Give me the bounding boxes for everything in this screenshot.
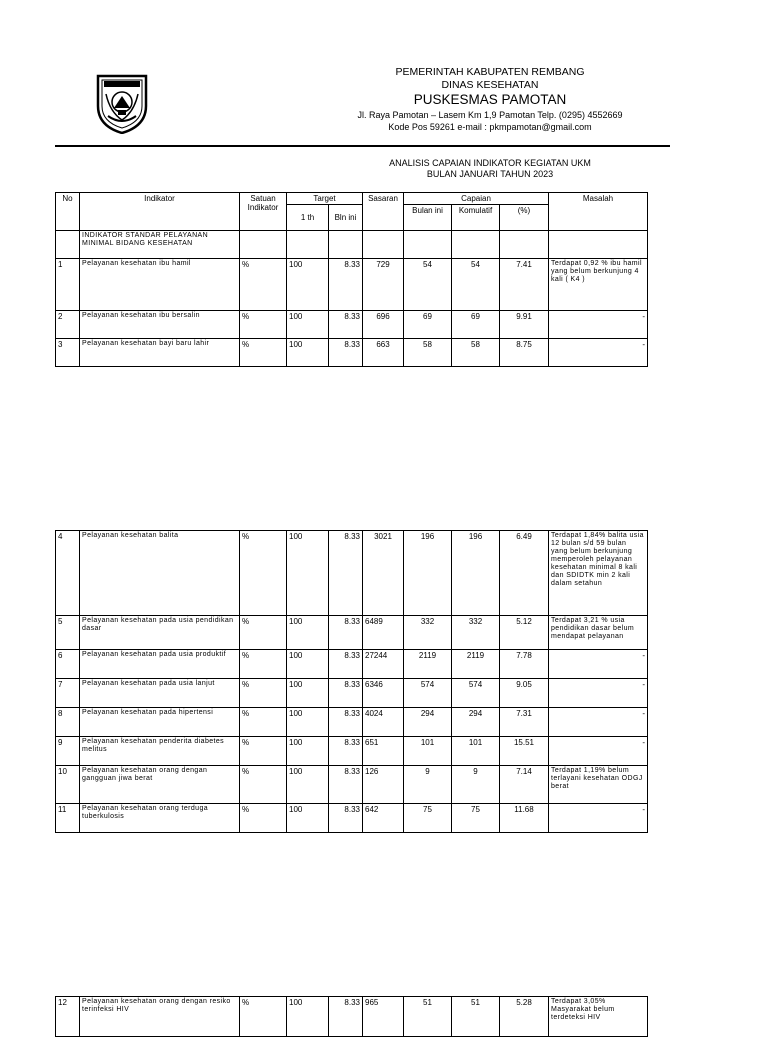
col-header-target: Target xyxy=(287,193,363,205)
table-row: 11 Pelayanan kesehatan orang terduga tuberkulosis % 100 8.33 642 75 75 11.68 - xyxy=(56,804,648,833)
header-postcode-email: Kode Pos 59261 e-mail : pkmpamotan@gmail.com xyxy=(388,122,592,132)
report-title: ANALISIS CAPAIAN INDIKATOR KEGIATAN UKM xyxy=(389,158,591,168)
table-row: 12 Pelayanan kesehatan orang dengan resiko terinfeksi HIV % 100 8.33 965 51 51 5.28 Terdapat 3,05% Masyarakat belum terdeteksi HIV xyxy=(56,997,648,1037)
col-header-sasaran: Sasaran xyxy=(363,193,404,231)
col-header-target-bln: Bln ini xyxy=(329,205,363,231)
col-header-no: No xyxy=(56,193,80,231)
table-row: 4 Pelayanan kesehatan balita % 100 8.33 3021 196 196 6.49 Terdapat 1,84% balita usia 12 bulan s/d 59 bulan yang belum berkunjung memperoleh pelayanan kesehatan minimal 8 kali dan SDIDTK min 2 kali dalam setahun xyxy=(56,531,648,616)
table-row: 6 Pelayanan kesehatan pada usia produktif % 100 8.33 27244 2119 2119 7.78 - xyxy=(56,650,648,679)
table-row: 8 Pelayanan kesehatan pada hipertensi % 100 8.33 4024 294 294 7.31 - xyxy=(56,708,648,737)
table-row: 5 Pelayanan kesehatan pada usia pendidikan dasar % 100 8.33 6489 332 332 5.12 Terdapat 3,21 % usia pendidikan dasar belum mendapat pelayanan xyxy=(56,616,648,650)
col-header-masalah: Masalah xyxy=(549,193,648,231)
col-header-bulan-ini: Bulan ini xyxy=(404,205,452,231)
table-row: 2 Pelayanan kesehatan ibu bersalin % 100 8.33 696 69 69 9.91 - xyxy=(56,311,648,339)
col-header-persen: (%) xyxy=(500,205,549,231)
header-puskesmas: PUSKESMAS PAMOTAN xyxy=(413,92,567,107)
table-row: 9 Pelayanan kesehatan penderita diabetes melitus % 100 8.33 651 101 101 15.51 - xyxy=(56,737,648,766)
col-header-target-1th: 1 th xyxy=(287,205,329,231)
table-row: 1 Pelayanan kesehatan ibu hamil % 100 8.33 729 54 54 7.41 Terdapat 0,92 % ibu hamil yang belum berkunjung 4 kali ( K4 ) xyxy=(56,259,648,311)
table-row: 3 Pelayanan kesehatan bayi baru lahir % 100 8.33 663 58 58 8.75 - xyxy=(56,339,648,367)
header-address: Jl. Raya Pamotan – Lasem Km 1,9 Pamotan Telp. (0295) 4552669 xyxy=(357,110,623,120)
indicator-table-part2 xyxy=(55,530,648,833)
col-header-capaian: Capaian xyxy=(404,193,549,205)
report-period: BULAN JANUARI TAHUN 2023 xyxy=(426,169,554,179)
section-title: INDIKATOR STANDAR PELAYANAN MINIMAL BIDANG KESEHATAN xyxy=(80,231,240,259)
col-header-satuan: Satuan Indikator xyxy=(240,193,287,231)
table-row: 10 Pelayanan kesehatan orang dengan gangguan jiwa berat % 100 8.33 126 9 9 7.14 Terdapat 1,19% belum terlayani kesehatan ODGJ berat xyxy=(56,766,648,804)
col-header-indikator: Indikator xyxy=(80,193,240,231)
kabupaten-rembang-logo xyxy=(96,72,148,134)
header-government: PEMERINTAH KABUPATEN REMBANG xyxy=(395,66,585,78)
header-divider xyxy=(55,145,670,147)
table-row: 7 Pelayanan kesehatan pada usia lanjut % 100 8.33 6346 574 574 9.05 - xyxy=(56,679,648,708)
header-department: DINAS KESEHATAN xyxy=(441,79,539,91)
col-header-komulatif: Komulatif xyxy=(452,205,500,231)
indicator-table-part1 xyxy=(55,192,648,367)
indicator-table-part3 xyxy=(55,996,648,1037)
